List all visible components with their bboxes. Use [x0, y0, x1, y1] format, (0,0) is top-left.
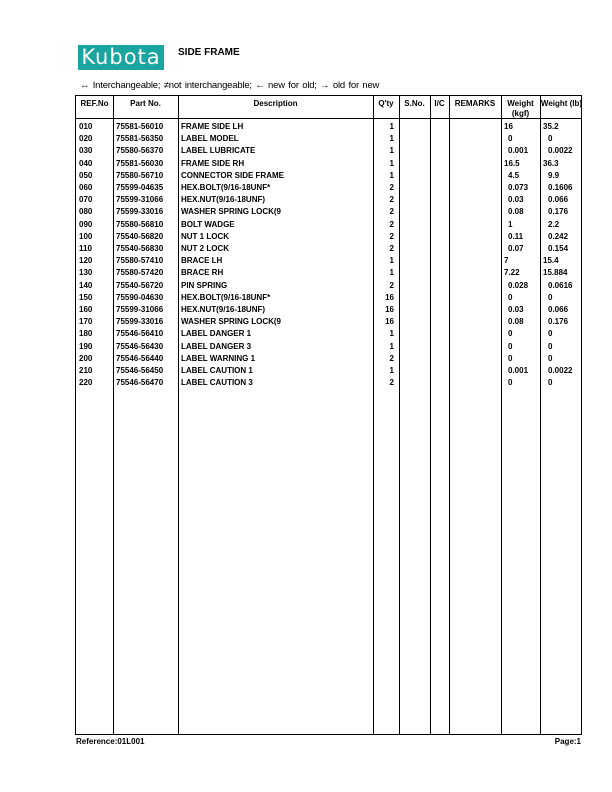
cell-lb: 0	[548, 329, 553, 339]
reference-code: Reference:01L001	[76, 737, 145, 746]
cell-ref: 200	[79, 353, 93, 363]
cell-desc: PIN SPRING	[181, 280, 228, 290]
cell-kgf: 0	[508, 292, 513, 302]
page-title: SIDE FRAME	[178, 47, 240, 58]
cell-desc: LABEL MODEL	[181, 134, 239, 144]
cell-lb: 0.066	[548, 305, 569, 314]
table-row	[76, 219, 581, 231]
cell-qty: 2	[389, 219, 394, 229]
cell-part: 75546-56430	[116, 341, 164, 351]
cell-ref: 130	[79, 268, 93, 278]
cell-ref: 090	[79, 219, 93, 229]
cell-kgf: 0	[508, 329, 513, 339]
cell-kgf: 0.028	[508, 280, 529, 290]
cell-qty: 1	[389, 158, 394, 168]
cell-qty: 1	[389, 268, 394, 278]
cell-kgf: 0	[508, 353, 513, 363]
column-header-part-no: Part No.	[130, 99, 161, 108]
column-header-ref-no: REF.No	[80, 99, 109, 108]
cell-desc: BRACE LH	[181, 256, 223, 266]
cell-desc: HEX.BOLT(9/16-18UNF*	[181, 183, 271, 192]
cell-qty: 2	[389, 207, 394, 217]
cell-part: 75580-56370	[116, 146, 164, 156]
cell-kgf: 16.5	[504, 158, 520, 168]
cell-qty: 16	[385, 305, 394, 314]
cell-desc: LABEL DANGER 3	[181, 341, 252, 351]
cell-part: 75599-31066	[116, 305, 164, 314]
cell-lb: 0	[548, 134, 553, 144]
cell-kgf: 7	[504, 256, 509, 266]
cell-lb: 0.0022	[548, 366, 573, 375]
table-row	[76, 121, 581, 133]
cell-kgf: 4.5	[508, 170, 520, 180]
table-row	[76, 316, 581, 328]
cell-qty: 16	[385, 292, 394, 302]
cell-part: 75540-56820	[116, 231, 164, 241]
cell-qty: 16	[385, 317, 394, 327]
cell-ref: 080	[79, 207, 93, 217]
cell-lb: 36.3	[543, 158, 559, 168]
cell-qty: 2	[389, 231, 394, 241]
cell-part: 75599-33016	[116, 317, 164, 327]
cell-qty: 2	[389, 195, 394, 205]
cell-part: 75599-31066	[116, 195, 164, 205]
cell-qty: 1	[389, 134, 394, 144]
cell-part: 75590-04630	[116, 292, 164, 302]
cell-kgf: 0.03	[508, 305, 524, 314]
cell-qty: 1	[389, 341, 394, 351]
cell-ref: 180	[79, 329, 93, 339]
table-row	[76, 158, 581, 170]
cell-lb: 0.176	[548, 207, 569, 217]
cell-desc: LABEL WARNING 1	[181, 353, 256, 363]
cell-desc: FRAME SIDE RH	[181, 158, 245, 168]
cell-ref: 150	[79, 292, 93, 302]
table-row	[76, 292, 581, 304]
cell-part: 75580-56710	[116, 170, 164, 180]
cell-ref: 020	[79, 134, 93, 144]
cell-part: 75580-56810	[116, 219, 164, 229]
column-header-remarks: REMARKS	[454, 99, 496, 108]
cell-kgf: 0.03	[508, 195, 524, 205]
cell-kgf: 0.07	[508, 244, 524, 253]
cell-part: 75546-56470	[116, 378, 164, 388]
cell-ref: 100	[79, 231, 93, 241]
cell-lb: 0	[548, 378, 553, 388]
cell-ref: 060	[79, 183, 93, 192]
cell-kgf: 0	[508, 341, 513, 351]
cell-qty: 2	[389, 244, 394, 253]
cell-lb: 15.884	[543, 268, 568, 278]
cell-lb: 0.0616	[548, 280, 573, 290]
table-row	[76, 243, 581, 255]
cell-desc: WASHER SPRING LOCK(9	[181, 207, 282, 217]
cell-lb: 0	[548, 353, 553, 363]
cell-kgf: 0.08	[508, 317, 524, 327]
cell-part: 75581-56030	[116, 158, 164, 168]
cell-part: 75546-56440	[116, 353, 164, 363]
cell-desc: BRACE RH	[181, 268, 224, 278]
cell-part: 75540-56830	[116, 244, 164, 253]
cell-desc: HEX.BOLT(9/16-18UNF*	[181, 292, 271, 302]
column-header-weight-kgf: Weight (kgf)	[507, 99, 534, 118]
kubota-logo: Kubota	[78, 45, 164, 70]
column-header-qty: Q'ty	[378, 99, 394, 108]
cell-part: 75580-57420	[116, 268, 164, 278]
table-row	[76, 304, 581, 316]
cell-kgf: 7.22	[504, 268, 520, 278]
table-row	[76, 377, 581, 389]
cell-qty: 2	[389, 353, 394, 363]
cell-qty: 1	[389, 329, 394, 339]
cell-lb: 2.2	[548, 219, 560, 229]
table-row	[76, 206, 581, 218]
cell-lb: 0.066	[548, 195, 569, 205]
cell-kgf: 0.073	[508, 183, 529, 192]
cell-part: 75540-56720	[116, 280, 164, 290]
cell-part: 75546-56410	[116, 329, 164, 339]
cell-ref: 070	[79, 195, 93, 205]
cell-lb: 15.4	[543, 256, 559, 266]
cell-part: 75581-56350	[116, 134, 164, 144]
cell-ref: 010	[79, 122, 93, 131]
cell-ref: 120	[79, 256, 93, 266]
cell-lb: 0.176	[548, 317, 569, 327]
cell-kgf: 0.001	[508, 146, 529, 156]
cell-desc: NUT 1 LOCK	[181, 231, 229, 241]
interchangeability-legend: ↔ Interchangeable; ≠not interchangeable; ← new for old; → old for new	[80, 80, 380, 91]
table-row	[76, 194, 581, 206]
cell-ref: 040	[79, 158, 93, 168]
table-row	[76, 328, 581, 340]
cell-kgf: 0.11	[508, 231, 524, 241]
cell-ref: 190	[79, 341, 93, 351]
cell-ref: 170	[79, 317, 93, 327]
cell-qty: 1	[389, 122, 394, 131]
table-row	[76, 365, 581, 377]
cell-qty: 1	[389, 170, 394, 180]
cell-part: 75599-04635	[116, 183, 164, 192]
table-row	[76, 170, 581, 182]
table-row	[76, 133, 581, 145]
cell-kgf: 0.08	[508, 207, 524, 217]
page-number: Page:1	[554, 737, 581, 746]
cell-qty: 1	[389, 146, 394, 156]
cell-desc: BOLT WADGE	[181, 219, 235, 229]
cell-lb: 0	[548, 341, 553, 351]
cell-ref: 160	[79, 305, 93, 314]
cell-lb: 9.9	[548, 170, 560, 180]
cell-qty: 2	[389, 378, 394, 388]
table-row	[76, 267, 581, 279]
column-header-serial-no: S.No.	[404, 99, 425, 108]
cell-qty: 2	[389, 183, 394, 192]
cell-kgf: 16	[504, 122, 513, 131]
cell-lb: 35.2	[543, 122, 559, 131]
cell-desc: LABEL CAUTION 1	[181, 366, 253, 375]
table-row	[76, 231, 581, 243]
table-row	[76, 182, 581, 194]
cell-lb: 0.0022	[548, 146, 573, 156]
cell-desc: CONNECTOR SIDE FRAME	[181, 170, 284, 180]
column-header-description: Description	[253, 99, 298, 108]
cell-qty: 1	[389, 256, 394, 266]
column-header-ic: I/C	[434, 99, 445, 108]
table-row	[76, 255, 581, 267]
cell-part: 75580-57410	[116, 256, 164, 266]
cell-ref: 050	[79, 170, 93, 180]
cell-lb: 0.154	[548, 244, 569, 253]
cell-qty: 2	[389, 280, 394, 290]
table-row	[76, 145, 581, 157]
cell-desc: LABEL CAUTION 3	[181, 378, 253, 388]
cell-desc: HEX.NUT(9/16-18UNF)	[181, 305, 266, 314]
cell-ref: 140	[79, 280, 93, 290]
cell-ref: 220	[79, 378, 93, 388]
cell-kgf: 0	[508, 134, 513, 144]
cell-desc: LABEL LUBRICATE	[181, 146, 256, 156]
cell-kgf: 0	[508, 378, 513, 388]
cell-lb: 0	[548, 292, 553, 302]
cell-part: 75546-56450	[116, 366, 164, 375]
cell-lb: 0.242	[548, 231, 569, 241]
table-row	[76, 353, 581, 365]
cell-part: 75581-56010	[116, 122, 164, 131]
cell-qty: 1	[389, 366, 394, 375]
parts-table	[75, 95, 582, 735]
cell-desc: WASHER SPRING LOCK(9	[181, 317, 282, 327]
cell-desc: LABEL DANGER 1	[181, 329, 252, 339]
cell-ref: 030	[79, 146, 93, 156]
cell-part: 75599-33016	[116, 207, 164, 217]
table-row	[76, 341, 581, 353]
cell-kgf: 0.001	[508, 366, 529, 375]
cell-desc: NUT 2 LOCK	[181, 244, 229, 253]
cell-desc: HEX.NUT(9/16-18UNF)	[181, 195, 266, 205]
cell-desc: FRAME SIDE LH	[181, 122, 244, 131]
cell-ref: 110	[79, 244, 92, 253]
cell-ref: 210	[79, 366, 93, 375]
cell-kgf: 1	[508, 219, 513, 229]
column-header-weight-lb: Weight (lb)	[540, 99, 583, 108]
cell-lb: 0.1606	[548, 183, 573, 192]
table-row	[76, 280, 581, 292]
